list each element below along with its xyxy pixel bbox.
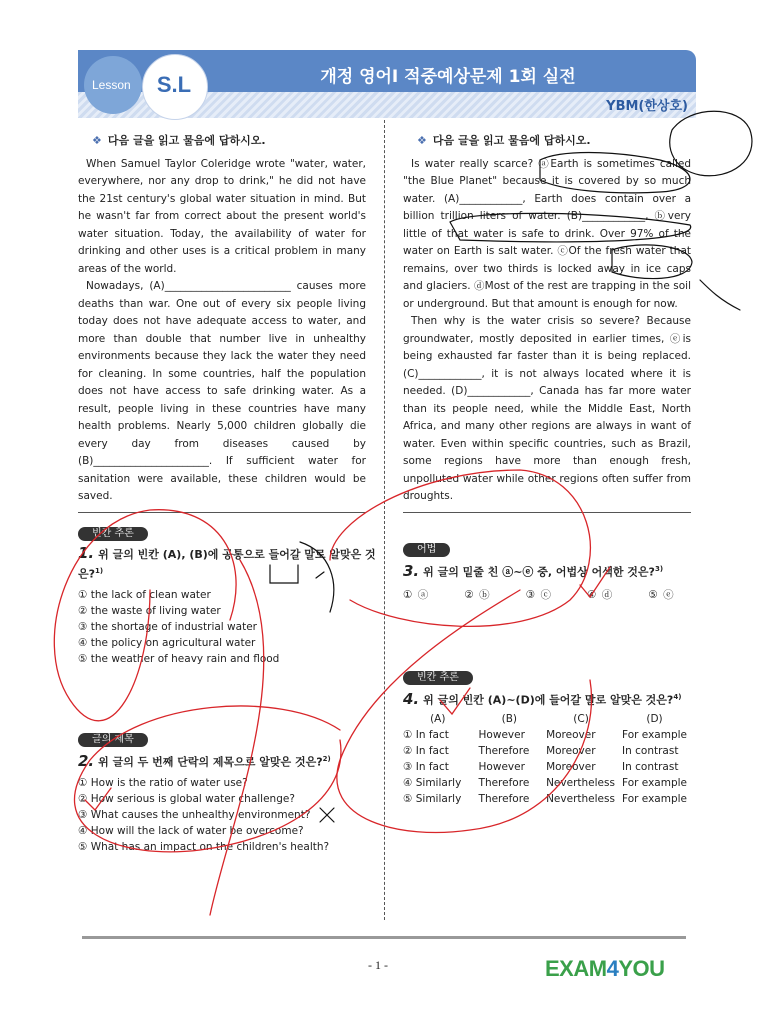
- table-cell: ③ In fact: [403, 760, 449, 773]
- table-row[interactable]: [403, 743, 693, 759]
- question-2-option[interactable]: ④ How will the lack of water be overcome?: [78, 824, 304, 837]
- table-cell: Therefore: [478, 776, 530, 789]
- table-cell: However: [478, 760, 525, 773]
- question-2-option[interactable]: ① How is the ratio of water use?: [78, 776, 248, 789]
- question-1-option[interactable]: ⑤ the weather of heavy rain and flood: [78, 652, 280, 665]
- ink-stroke: [700, 280, 740, 310]
- question-2-option[interactable]: ③ What causes the unhealthy environment?: [78, 808, 311, 821]
- right-instruction: ❖ 다음 글을 읽고 물음에 답하시오.: [417, 134, 591, 147]
- exam4you-logo: EXAM4YOU: [545, 956, 665, 981]
- passage-separator: [78, 512, 366, 513]
- passage-separator: [403, 512, 691, 513]
- table-cell: ④ Similarly: [403, 776, 462, 789]
- table-cell: Therefore: [478, 744, 530, 757]
- question-1-option[interactable]: ② the waste of living water: [78, 604, 221, 617]
- left-column: [78, 132, 366, 513]
- question-2: [78, 732, 378, 855]
- table-cell: ② In fact: [403, 744, 449, 757]
- question-4-tag: 빈칸 추론: [403, 671, 473, 685]
- question-3: [403, 542, 693, 602]
- question-1-tag: 빈칸 추론: [78, 527, 148, 541]
- column-divider: [384, 120, 385, 920]
- question-1-stem: 1. 위 글의 빈칸 (A), (B)에 공통으로 들어갈 말로 알맞은 것은?$^{1)}$: [78, 544, 376, 581]
- question-3-option[interactable]: ④ ⓓ: [587, 588, 613, 601]
- question-4: [403, 670, 693, 807]
- question-1-option[interactable]: ① the lack of clean water: [78, 588, 211, 601]
- left-paragraph-1: When Samuel Taylor Coleridge wrote "water, water, everywhere, nor any drop to drink," he did not have the 21st century's global water situation in mind. But he wasn't far from correct about the present world's water situation. Today, the availability of water for drinking and other uses is a critical problem in many areas of the world.: [78, 157, 366, 275]
- table-cell: Nevertheless: [546, 792, 615, 805]
- page-title: 개정 영어Ⅰ 적중예상문제 1회 실전: [320, 67, 576, 87]
- question-3-options: [403, 587, 693, 602]
- table-cell: In contrast: [622, 760, 679, 773]
- header-banner: [78, 50, 696, 120]
- table-header-row: [403, 711, 693, 727]
- column-header: (C): [573, 712, 589, 725]
- table-cell: ① In fact: [403, 728, 449, 741]
- table-cell: Moreover: [546, 744, 596, 757]
- question-2-option[interactable]: ⑤ What has an impact on the children's health?: [78, 840, 330, 853]
- table-cell: For example: [622, 792, 687, 805]
- table-cell: Moreover: [546, 728, 596, 741]
- column-header: (B): [501, 712, 517, 725]
- left-instruction: ❖ 다음 글을 읽고 물음에 답하시오.: [92, 134, 266, 147]
- question-1-option[interactable]: ④ the policy on agricultural water: [78, 636, 256, 649]
- question-1: [78, 526, 378, 667]
- table-cell: Moreover: [546, 760, 596, 773]
- question-3-tag: 어법: [403, 543, 450, 557]
- page-number: - 1 -: [368, 958, 388, 972]
- publisher-label: YBM(한상호): [606, 99, 688, 114]
- question-2-option[interactable]: ② How serious is global water challenge?: [78, 792, 295, 805]
- right-paragraph-1: Is water really scarce? ⓐEarth is sometimes called "the Blue Planet" because it is covered by so much water. (A)____________, Earth does contain over a billion trillion liters of water. (B)____________, ⓑvery little of that water is safe to drink. Over 97% of the water on Earth is salt water. ⓒOf the fresh water that remains, over two thirds is locked away in ice caps and glaciers. ⓓMost of the rest are trapping in the soil or underground. But that amount is enough for now.: [403, 157, 691, 310]
- left-paragraph-2: Nowadays, (A)________________________ causes more deaths than war. One out of every six people living today does not have adequate access to water, and more than double that number live in unhealthy environments because they lack the water they need for cleaning. In some countries, half the population does not have access to safe drinking water. As a result, people living in these countries have many health problems. Nearly 5,000 children globally die every day from diseases caused by (B)______________________. If sufficient water for sanitation were available, these children would be saved.: [78, 280, 366, 502]
- question-3-stem: 3. 위 글의 밑줄 친 ⓐ~ⓔ 중, 어법상 어색한 것은?$^{3)}$: [403, 561, 664, 580]
- lesson-id: S.L: [156, 72, 192, 97]
- question-2-stem: 2. 위 글의 두 번째 단락의 제목으로 알맞은 것은?$^{2)}$: [78, 751, 331, 770]
- table-row[interactable]: [403, 791, 693, 807]
- question-2-tag: 글의 제목: [78, 733, 148, 747]
- table-cell: Therefore: [478, 792, 530, 805]
- right-paragraph-2: Then why is the water crisis so severe? Because groundwater, mostly deposited in earlier times, ⓔis being exhausted far faster than it is being replaced. (C)____________, it is not always located where it is needed. (D)____________, Canada has far more water than its people need, while the Middle East, North Africa, and many other regions are always in want of water. Even within specific countries, such as Brazil, some regions have more than enough fresh, unpolluted water while other regions often suffer from droughts.: [403, 315, 691, 502]
- column-header: (D): [646, 712, 663, 725]
- table-cell: ⑤ Similarly: [403, 792, 462, 805]
- footer-rule: [82, 936, 686, 939]
- table-row[interactable]: [403, 775, 693, 791]
- table-cell: In contrast: [622, 744, 679, 757]
- diamond-icon: ❖: [417, 134, 427, 147]
- question-3-option[interactable]: ① ⓐ: [403, 588, 429, 601]
- question-3-option[interactable]: ② ⓑ: [464, 588, 490, 601]
- question-4-table: [403, 711, 693, 807]
- right-column: [403, 132, 691, 513]
- question-3-option[interactable]: ⑤ ⓔ: [648, 588, 674, 601]
- table-cell: However: [478, 728, 525, 741]
- table-row[interactable]: [403, 727, 693, 743]
- table-cell: For example: [622, 776, 687, 789]
- question-4-stem: 4. 위 글의 빈칸 (A)~(D)에 들어갈 말로 알맞은 것은?$^{4)}$: [403, 689, 682, 708]
- table-cell: Nevertheless: [546, 776, 615, 789]
- diamond-icon: ❖: [92, 134, 102, 147]
- question-1-option[interactable]: ③ the shortage of industrial water: [78, 620, 257, 633]
- column-header: (A): [430, 712, 446, 725]
- table-cell: For example: [622, 728, 687, 741]
- table-row[interactable]: [403, 759, 693, 775]
- question-3-option[interactable]: ③ ⓒ: [525, 588, 551, 601]
- lesson-label: Lesson: [92, 78, 131, 92]
